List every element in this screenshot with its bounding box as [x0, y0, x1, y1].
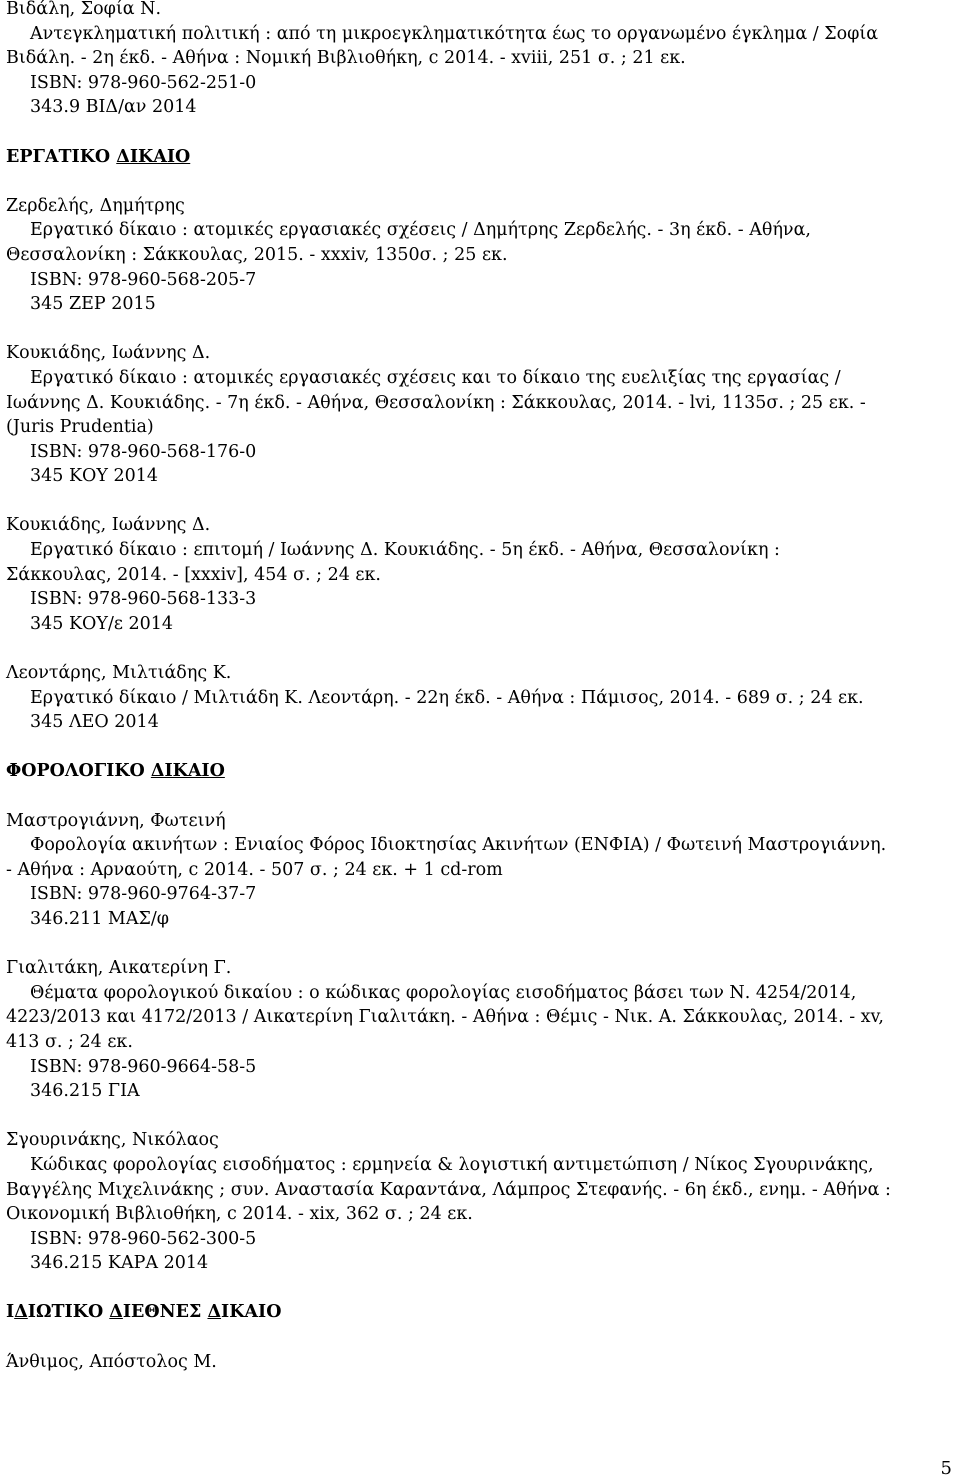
- entry-description-line: Εργατικό δίκαιο : επιτομή / Ιωάννης Δ. Κουκιάδης. - 5η έκδ. - Αθήνα, Θεσσαλονίκη :: [30, 540, 780, 561]
- entry-call-number: 346.215 ΓΙΑ: [30, 1081, 140, 1102]
- section-heading-underlined: Δ: [14, 1302, 28, 1323]
- entry-description-line: Εργατικό δίκαιο / Μιλτιάδη Κ. Λεοντάρη. - 22η έκδ. - Αθήνα : Πάμισος, 2014. - 689 σ. ; 24 εκ.: [30, 687, 864, 708]
- entry-isbn: ISBN: 978-960-9664-58-5: [30, 1056, 257, 1077]
- catalog-entry: [6, 194, 954, 317]
- entry-description-line: Θεσσαλονίκη : Σάκκουλας, 2015. - xxxiv, 1350σ. ; 25 εκ.: [6, 244, 508, 265]
- entry-description-line: 4223/2013 και 4172/2013 / Αικατερίνη Γιαλιτάκη. - Αθήνα : Θέμις - Νικ. Α. Σάκκουλας, 2014. - xv,: [6, 1007, 884, 1028]
- section-heading-text: ΦΟΡΟΛΟΓΙΚΟ: [6, 761, 151, 782]
- entry-call-number: 345 ΚΟΥ/ε 2014: [30, 613, 173, 634]
- entry-call-number: 345 ΚΟΥ 2014: [30, 466, 159, 487]
- section-heading-text: ΙΕΘΝΕΣ: [122, 1302, 208, 1323]
- entry-description-line: Ιωάννης Δ. Κουκιάδης. - 7η έκδ. - Αθήνα, Θεσσαλονίκη : Σάκκουλας, 2014. - lvi, 1135σ. ; 25 εκ. -: [6, 392, 866, 413]
- catalog-entry: [6, 956, 954, 1104]
- entry-description-line: Οικονομική Βιβλιοθήκη, c 2014. - xix, 362 σ. ; 24 εκ.: [6, 1204, 473, 1225]
- entry-description: [6, 22, 954, 47]
- entry-description-line: - Αθήνα : Αρναούτη, c 2014. - 507 σ. ; 24 εκ. + 1 cd-rom: [6, 859, 503, 880]
- entry-description-line: Βαγγέλης Μιχελινάκης ; συν. Αναστασία Καραντάνα, Λάμπρος Στεφανής. - 6η έκδ., ενημ. - Αθήνα :: [6, 1179, 891, 1200]
- entry-author: Μαστρογιάννη, Φωτεινή: [6, 810, 226, 831]
- entry-author: Ζερδελής, Δημήτρης: [6, 195, 185, 216]
- entry-author: Γιαλιτάκη, Αικατερίνη Γ.: [6, 958, 232, 979]
- entry-description-line: Θέματα φορολογικού δικαίου : ο κώδικας φορολογίας εισοδήματος βάσει των Ν. 4254/2014,: [30, 982, 857, 1003]
- entry-call-number: 345 ΛΕΟ 2014: [30, 712, 159, 733]
- catalog-entry: [6, 341, 954, 489]
- entry-isbn: ISBN: 978-960-568-176-0: [30, 441, 257, 462]
- entry-author: Βιδάλη, Σοφία Ν.: [6, 0, 162, 19]
- entry-isbn: ISBN: 978-960-568-205-7: [30, 269, 257, 290]
- section-heading-underlined: ΔΙΚΑΙΟ: [116, 146, 191, 167]
- section-heading-underlined: Δ: [207, 1302, 222, 1323]
- section-heading-text: ΕΡΓΑΤΙΚΟ: [6, 146, 117, 167]
- section-heading-text: ΙΩΤΙΚΟ: [27, 1302, 110, 1323]
- entry-isbn: ISBN: 978-960-9764-37-7: [30, 884, 257, 905]
- catalog-entry: [6, 0, 954, 120]
- entry-description-line: Εργατικό δίκαιο : ατομικές εργασιακές σχέσεις και το δίκαιο της ευελιξίας της εργασίας /: [30, 367, 841, 388]
- entry-description-line: Βιδάλη. - 2η έκδ. - Αθήνα : Νομική Βιβλιοθήκη, c 2014. - xviii, 251 σ. ; 21 εκ.: [6, 48, 686, 69]
- entry-description-line: (Juris Prudentia): [6, 417, 154, 438]
- entry-author: Κουκιάδης, Ιωάννης Δ.: [6, 343, 211, 364]
- section-heading-text: Ι: [6, 1302, 15, 1323]
- entry-call-number: 345 ΖΕΡ 2015: [30, 294, 156, 315]
- section-heading: [6, 145, 954, 170]
- entry-isbn: ISBN: 978-960-568-133-3: [30, 589, 257, 610]
- entry-call-number: 346.215 ΚΑΡΑ 2014: [30, 1253, 209, 1274]
- entry-author: Κουκιάδης, Ιωάννης Δ.: [6, 515, 211, 536]
- entry-description-line: Κώδικας φορολογίας εισοδήματος : ερμηνεία & λογιστική αντιμετώπιση / Νίκος Σγουρινάκης,: [30, 1154, 874, 1175]
- section-heading: [6, 759, 954, 784]
- catalog-entry: [6, 513, 954, 636]
- entry-call-number: 343.9 ΒΙΔ/αν 2014: [30, 97, 197, 118]
- section-heading: [6, 1300, 954, 1325]
- entry-author: Άνθιμος, Απόστολος Μ.: [6, 1351, 217, 1372]
- page-number: 5: [940, 1458, 952, 1480]
- catalog-page: [6, 0, 954, 1374]
- catalog-entry: [6, 809, 954, 932]
- entry-description-line: Εργατικό δίκαιο : ατομικές εργασιακές σχέσεις / Δημήτρης Ζερδελής. - 3η έκδ. - Αθήνα,: [30, 220, 811, 241]
- section-heading-text: ΙΚΑΙΟ: [221, 1302, 282, 1323]
- entry-isbn: ISBN: 978-960-562-251-0: [30, 72, 257, 93]
- entry-description-line: 413 σ. ; 24 εκ.: [6, 1031, 133, 1052]
- entry-description-line: Αντεγκληματική πολιτική : από τη μικροεγκληματικότητα έως το οργανωμένο έγκλημα / Σοφία: [30, 23, 879, 44]
- entry-author: Σγουρινάκης, Νικόλαος: [6, 1130, 219, 1151]
- entry-author: Λεοντάρης, Μιλτιάδης Κ.: [6, 663, 232, 684]
- entry-description-line: Φορολογία ακινήτων : Ενιαίος Φόρος Ιδιοκτησίας Ακινήτων (ΕΝΦΙΑ) / Φωτεινή Μαστρογιάννη.: [30, 835, 887, 856]
- catalog-entry: [6, 1350, 954, 1375]
- catalog-entry: [6, 1128, 954, 1276]
- entry-description-line: Σάκκουλας, 2014. - [xxxiv], 454 σ. ; 24 εκ.: [6, 564, 381, 585]
- entry-call-number: 346.211 ΜΑΣ/φ: [30, 908, 170, 929]
- entry-isbn: ISBN: 978-960-562-300-5: [30, 1228, 257, 1249]
- section-heading-underlined: ΔΙΚΑΙΟ: [150, 761, 225, 782]
- catalog-entry: [6, 661, 954, 735]
- section-heading-underlined: Δ: [109, 1302, 123, 1323]
